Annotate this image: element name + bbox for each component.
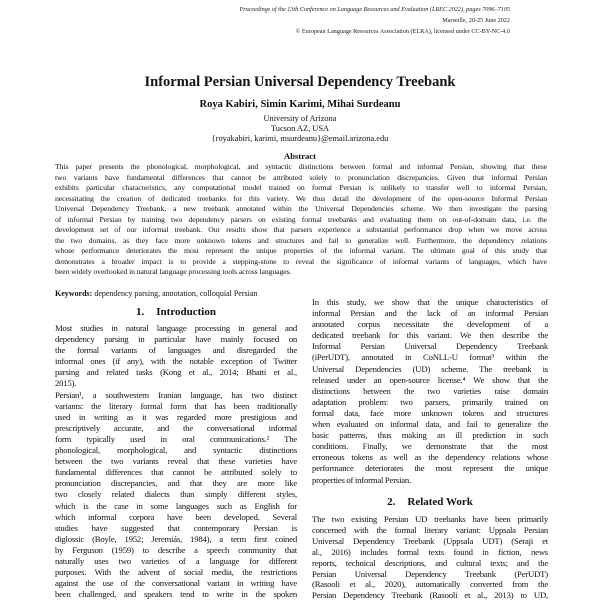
text-line: This paper presents the phonological, morphological, and syntactic distinctions between formal and informal Persian, showing that these — [55, 162, 547, 171]
keywords — [55, 289, 257, 299]
text-line: parsing and related tasks (Kong et al., 2014; Bhatti et al., — [55, 367, 297, 378]
text-line: development set of our informal treebank. Our results show that parsers experience a substantial performance drop when we move across — [55, 225, 547, 234]
text-line: which informal corpora have been developed. Several — [55, 511, 297, 522]
text-line: by Ferguson (1959) to describe a speech community that — [55, 544, 297, 555]
text-line: Persian Dependency Treebank (Rasooli et al., 2013) to UD, — [312, 590, 548, 601]
section-number: 1. — [136, 306, 145, 318]
introduction-body — [55, 323, 297, 600]
conference-location: Marseille, 20-25 June 2022 — [442, 17, 510, 24]
text-line: which is the case in some languages such as English for — [55, 500, 297, 511]
related-work-body — [312, 514, 548, 601]
text-line: pronunciation discrepancies, and that they are more like — [55, 478, 297, 489]
text-line: diglossic (Boyle, 1952; Jeremiás, 1984), a term first coined — [55, 533, 297, 544]
section-heading-introduction — [55, 306, 297, 319]
section-title: Introduction — [156, 306, 216, 318]
text-line: distinctions between the two varieties raise domain — [312, 385, 548, 396]
keywords-value: dependency parsing, annotation, colloquial Persian — [94, 289, 258, 298]
text-line: Informal Persian Universal Dependency Treebank — [312, 341, 548, 352]
text-line: necessitating the creation of dedicated treebanks for this variety. We thus detail the development of the open-source Informal Persian — [55, 193, 547, 203]
affiliation-location: Tucson AZ, USA — [270, 124, 330, 133]
text-line: two closely related dialects than simply different styles, — [55, 489, 297, 500]
text-line: conditions. Finally, we demonstrate that the most — [312, 441, 548, 452]
section-number: 2. — [387, 496, 396, 508]
text-line: form typically used in oral communications.² The — [55, 433, 297, 444]
text-line: Universal Dependencies (UD) scheme. The treebank is — [312, 363, 548, 374]
text-line: against the use of the conversational variant in writing have — [55, 578, 297, 589]
text-line: Persian Universal Dependency Treebank (PerUDT) — [312, 568, 548, 579]
affiliation-university: University of Arizona — [263, 114, 337, 123]
text-line: Universal Dependency Treebank, a new treebank annotated within the Universal Dependencies scheme. We then investigate the parsing — [55, 204, 547, 213]
text-line: erroneous tokens as well as the dependency relations whose — [312, 452, 548, 463]
text-line: formal data, face more unknown tokens and structures — [312, 407, 548, 418]
text-line: dedicated treebank for this variant. We then describe the — [312, 330, 548, 341]
text-line: purposes. With the advent of social media, the restrictions — [55, 567, 297, 578]
section-heading-related-work — [312, 496, 548, 509]
text-line: Persian¹, a southwestern Iranian language, has two distinct — [55, 389, 297, 400]
text-line: In this study, we show that the unique characteristics of — [312, 297, 548, 307]
text-line: exhibits particular characteristics, any computational model trained on formal Persian is unlikely to transfer well to informal Persian, — [55, 183, 547, 192]
text-line: Universal Dependency Treebank (Uppsala UDT) (Seraji et — [312, 535, 548, 546]
text-line: two variants have fundamental differences that cannot be attributed solely to pronunciation discrepancies. Given that informal Persian — [55, 172, 547, 182]
proceedings-header: Proceedings of the 13th Conference on Language Resources and Evaluation (LREC 2022), pages 7096–7105 — [239, 6, 510, 13]
author-emails: {royakabiri, karimi, msurdeanu}@email.arizona.edu — [211, 134, 389, 143]
abstract-heading: Abstract — [284, 151, 316, 161]
text-line: used in writing as it was regarded more prestigious and — [55, 411, 297, 422]
text-line: The two existing Persian UD treebanks have been primarily — [312, 514, 548, 524]
text-line: phonological, morphological, and syntactic distinctions — [55, 445, 297, 456]
text-line: demonstrates a broader impact is to provide a stepping-stone to reveal the significance of informal variants of languages, which have — [55, 256, 547, 266]
text-line: been challenged, and speakers tend to write in the spoken — [55, 589, 297, 600]
text-line: naturally uses two varieties of a language for different — [55, 555, 297, 566]
text-line: when evaluated on informal data, and fail to generalize the — [312, 419, 548, 430]
authors: Roya Kabiri, Simin Karimi, Mihai Surdeanu — [199, 99, 401, 110]
text-line: prescriptively accurate, and the conversational informal — [55, 422, 297, 433]
text-line: 2015). — [55, 378, 77, 389]
text-line: concerned with the formal literary variant: Uppsala Persian — [312, 524, 548, 535]
text-line: properties of informal Persian. — [312, 474, 412, 485]
text-line: fundamental differences that cannot be attributed solely to — [55, 467, 297, 478]
section-title: Related Work — [407, 496, 473, 508]
introduction-continued-body — [312, 297, 548, 486]
text-line: between the two variants reveal that these varieties have — [55, 456, 297, 467]
text-line: reports, technical descriptions, and cultural texts; and the — [312, 557, 548, 568]
text-line: Most studies in natural language processing in general and — [55, 323, 297, 333]
text-line: (Rasooli et al., 2020), automatically converted from the — [312, 579, 548, 590]
text-line: whose performance deteriorates the most represent the unique properties of the informal variant. The ultimate goal of this study that — [55, 246, 547, 255]
text-line: dependency parsing in particular have mainly focused on — [55, 334, 297, 345]
license-notice: © European Language Resources Association (ELRA), licensed under CC-BY-NC-4.0 — [295, 28, 510, 35]
text-line: the formal variants of languages and disregarded the — [55, 345, 297, 356]
text-line: (iPerUDT), annotated in CoNLL-U format³ within the — [312, 352, 548, 363]
text-line: been widely overlooked in natural language processing tools across languages. — [55, 267, 292, 276]
paper-title: Informal Persian Universal Dependency Treebank — [144, 74, 456, 90]
text-line: informal Persian and the lack of an informal Persian — [312, 308, 548, 319]
text-line: released under an open-source license.⁴ We show that the — [312, 374, 548, 385]
text-line: al., 2016) includes formal texts found in fiction, news — [312, 546, 548, 557]
keywords-label: Keywords: — [55, 289, 93, 298]
text-line: studies have suggested that contemporary Persian is — [55, 522, 297, 533]
text-line: the two domains, as they face more unknown tokens and structures and fail to generalize well. Furthermore, the dependency relations — [55, 235, 547, 245]
text-line: of informal Persian by training two dependency parsers on existing formal treebanks and evaluating them on out-of-domain data, i.e. the — [55, 214, 547, 224]
text-line: annotated corpus necessitate the development of a — [312, 319, 548, 330]
text-line: performance deteriorates the most represent the unique — [312, 463, 548, 474]
text-line: informal ones (if any), with the notable exception of Twitter — [55, 356, 297, 367]
abstract-body — [55, 162, 547, 278]
text-line: basic patterns, thus making an ill prediction in such — [312, 430, 548, 441]
text-line: variants: the literary formal form that has been traditionally — [55, 400, 297, 411]
text-line: adaptation problem: two parsers, primarily trained on — [312, 396, 548, 407]
